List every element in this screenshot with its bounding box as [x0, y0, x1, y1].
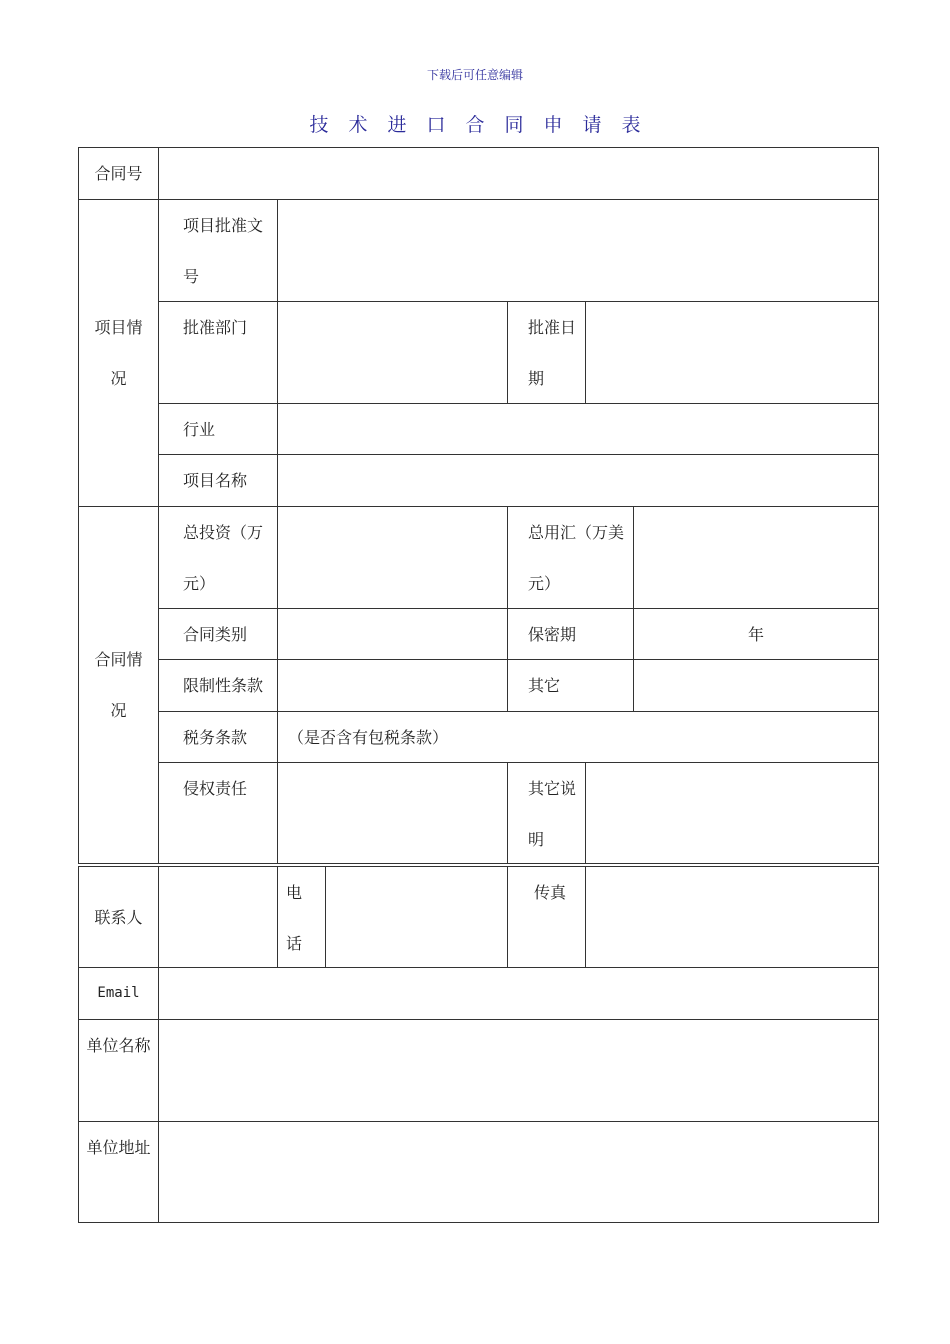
industry-label: 行业 [158, 403, 278, 455]
restrictive-terms-label: 限制性条款 [158, 659, 278, 712]
email-field[interactable] [158, 967, 879, 1020]
company-address-label: 单位地址 [78, 1121, 159, 1223]
restrictive-terms-field[interactable] [277, 659, 508, 712]
approval-doc-no-field[interactable] [277, 199, 879, 302]
project-name-field[interactable] [277, 454, 879, 507]
contract-no-field[interactable] [158, 147, 879, 200]
confidentiality-period-label: 保密期 [507, 608, 634, 660]
approval-date-field[interactable] [585, 301, 879, 404]
other-field[interactable] [633, 659, 879, 712]
infringement-label: 侵权责任 [158, 762, 278, 864]
phone-field[interactable] [325, 866, 508, 968]
page-title: 技术进口合同申请表 [309, 114, 661, 136]
approval-date-label: 批准日期 [507, 301, 586, 404]
other-label: 其它 [507, 659, 634, 712]
other-notes-field[interactable] [585, 762, 879, 864]
total-investment-label: 总投资（万元） [158, 506, 278, 609]
other-notes-label: 其它说明 [507, 762, 586, 864]
contact-person-field[interactable] [158, 866, 278, 968]
year-unit: 年 [747, 625, 764, 644]
infringement-field[interactable] [277, 762, 508, 864]
project-section-label: 项目情况 [78, 199, 159, 507]
contract-category-field[interactable] [277, 608, 508, 660]
approval-dept-field[interactable] [277, 301, 508, 404]
contract-category-label: 合同类别 [158, 608, 278, 660]
fax-label: 传真 [507, 866, 586, 968]
fax-field[interactable] [585, 866, 879, 968]
total-fx-field[interactable] [633, 506, 879, 609]
phone-label: 电话 [277, 866, 326, 968]
tax-terms-hint: （是否含有包税条款） [288, 728, 449, 747]
tax-terms-field[interactable] [277, 711, 879, 763]
company-name-label: 单位名称 [78, 1019, 159, 1122]
contact-person-label: 联系人 [78, 866, 159, 968]
total-fx-label: 总用汇（万美元） [507, 506, 634, 609]
company-address-field[interactable] [158, 1121, 879, 1223]
total-investment-field[interactable] [277, 506, 508, 609]
contract-no-label: 合同号 [78, 147, 159, 200]
company-name-field[interactable] [158, 1019, 879, 1122]
project-name-label: 项目名称 [158, 454, 278, 507]
approval-doc-no-label: 项目批准文号 [158, 199, 278, 302]
tax-terms-label: 税务条款 [158, 711, 278, 763]
download-note: 下载后可任意编辑 [426, 68, 523, 82]
approval-dept-label: 批准部门 [158, 301, 278, 404]
confidentiality-period-field[interactable] [633, 608, 879, 660]
email-label: Email [78, 967, 159, 1020]
contract-section-label: 合同情况 [78, 506, 159, 864]
industry-field[interactable] [277, 403, 879, 455]
